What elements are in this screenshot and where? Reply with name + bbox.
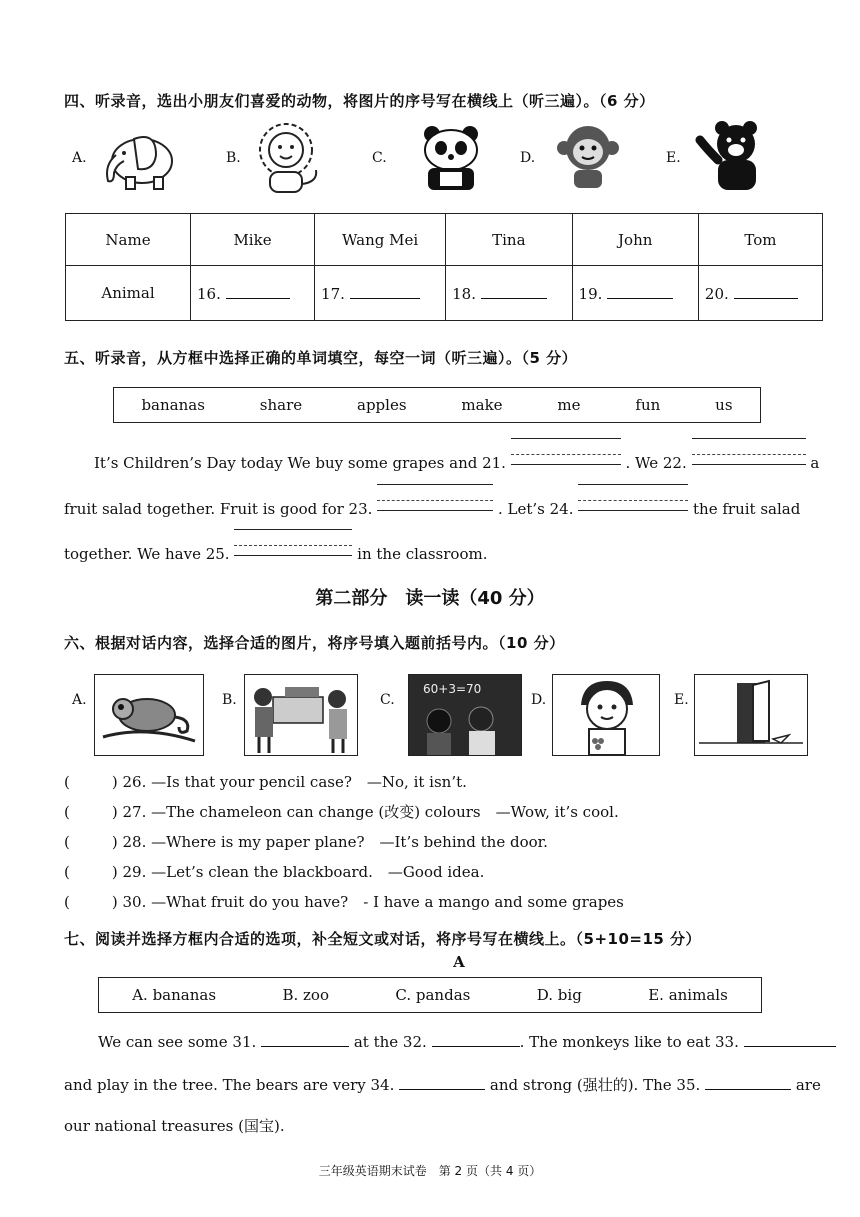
word-us: us bbox=[715, 396, 733, 414]
monkey-icon bbox=[556, 124, 620, 190]
blackboard-picture bbox=[408, 674, 522, 756]
reading-text: at the 32. bbox=[353, 1033, 427, 1051]
passage-line-3 bbox=[64, 541, 487, 563]
question-29 bbox=[64, 861, 484, 882]
answer-blank-34[interactable] bbox=[399, 1075, 485, 1090]
choice-c: C. pandas bbox=[395, 986, 471, 1004]
question-text: ) 27. —The chameleon can change (改变) colours —Wow, it’s cool. bbox=[111, 803, 619, 821]
blackboard-text: 60+3=70 bbox=[423, 682, 482, 696]
girl-picture bbox=[552, 674, 660, 756]
table-cell-mike: Mike bbox=[191, 214, 315, 266]
door-plane-icon bbox=[695, 675, 807, 755]
answer-cell-18 bbox=[446, 266, 572, 321]
lion-icon bbox=[248, 122, 326, 194]
choice-a: A. bananas bbox=[132, 986, 217, 1004]
blackboard-icon bbox=[409, 675, 521, 755]
table-header-name: Name bbox=[66, 214, 191, 266]
answer-blank-24[interactable] bbox=[578, 496, 688, 514]
answer-paren[interactable]: ( bbox=[64, 863, 70, 881]
question-number-17: 17. bbox=[321, 284, 345, 303]
passage-text: . We 22. bbox=[625, 454, 687, 472]
part-2-title: 第二部分 读一读（40 分） bbox=[315, 588, 545, 609]
answer-cell-17 bbox=[315, 266, 446, 321]
answer-paren[interactable]: ( bbox=[64, 803, 70, 821]
question-27 bbox=[64, 801, 619, 822]
word-bananas: bananas bbox=[141, 396, 205, 414]
answer-paren[interactable]: ( bbox=[64, 893, 70, 911]
answer-blank-33[interactable] bbox=[744, 1032, 836, 1047]
question-text: ) 30. —What fruit do you have? - I have a mango and some grapes bbox=[111, 893, 624, 911]
animal-answer-table bbox=[65, 213, 823, 321]
passage-text: fruit salad together. Fruit is good for 23. bbox=[64, 500, 373, 518]
answer-blank-17[interactable] bbox=[350, 284, 420, 299]
reading-line-3: our national treasures (国宝). bbox=[64, 1117, 285, 1135]
girl-grapes-icon bbox=[553, 675, 659, 755]
question-text: ) 26. —Is that your pencil case? —No, it isn’t. bbox=[111, 773, 467, 791]
word-me: me bbox=[557, 396, 581, 414]
page-footer: 三年级英语期末试卷 第 2 页（共 4 页） bbox=[318, 1164, 542, 1178]
option-b-label: B. bbox=[226, 150, 241, 166]
reading-text: and strong (强壮的). The 35. bbox=[489, 1076, 701, 1094]
question-number-20: 20. bbox=[704, 284, 729, 303]
passage-text: It’s Children’s Day today We buy some grapes and 21. bbox=[94, 454, 506, 472]
choice-box bbox=[98, 977, 762, 1013]
passage-line-2 bbox=[64, 496, 800, 518]
kids-picture bbox=[244, 674, 358, 756]
answer-blank-35[interactable] bbox=[705, 1075, 791, 1090]
word-box bbox=[113, 387, 761, 423]
option-a-label: A. bbox=[72, 692, 87, 708]
option-c-label: C. bbox=[380, 692, 395, 708]
door-picture bbox=[694, 674, 808, 756]
answer-cell-19 bbox=[572, 266, 698, 321]
answer-blank-32[interactable] bbox=[432, 1032, 520, 1047]
answer-blank-31[interactable] bbox=[261, 1032, 349, 1047]
classroom-kids-icon bbox=[245, 675, 357, 755]
answer-blank-22[interactable] bbox=[692, 450, 806, 468]
question-26 bbox=[64, 771, 467, 792]
option-d-label: D. bbox=[531, 692, 547, 708]
choice-b: B. zoo bbox=[282, 986, 329, 1004]
section-5-title: 五、听录音，从方框中选择正确的单词填空，每空一词（听三遍）。（5 分） bbox=[64, 349, 578, 367]
answer-cell-20 bbox=[698, 266, 822, 321]
answer-blank-23[interactable] bbox=[377, 496, 493, 514]
answer-blank-19[interactable] bbox=[607, 284, 673, 299]
table-cell-tina: Tina bbox=[446, 214, 572, 266]
option-c-label: C. bbox=[372, 150, 387, 166]
reading-line-2 bbox=[64, 1074, 821, 1095]
word-apples: apples bbox=[357, 396, 407, 414]
choice-d: D. big bbox=[536, 986, 582, 1004]
option-e-label: E. bbox=[674, 692, 689, 708]
question-30 bbox=[64, 891, 624, 912]
passage-text: together. We have 25. bbox=[64, 545, 230, 563]
word-fun: fun bbox=[635, 396, 661, 414]
question-28 bbox=[64, 831, 548, 852]
reading-text: . The monkeys like to eat 33. bbox=[519, 1033, 739, 1051]
table-cell-john: John bbox=[572, 214, 698, 266]
question-text: ) 28. —Where is my paper plane? —It’s behind the door. bbox=[111, 833, 548, 851]
passage-text: a bbox=[810, 454, 820, 472]
answer-paren[interactable]: ( bbox=[64, 773, 70, 791]
chameleon-icon bbox=[95, 675, 203, 755]
choice-e: E. animals bbox=[648, 986, 728, 1004]
answer-blank-16[interactable] bbox=[226, 284, 290, 299]
answer-blank-25[interactable] bbox=[234, 541, 352, 559]
question-number-19: 19. bbox=[578, 284, 603, 303]
answer-cell-16 bbox=[191, 266, 315, 321]
section-6-title: 六、根据对话内容，选择合适的图片，将序号填入题前括号内。（10 分） bbox=[64, 634, 565, 652]
word-share: share bbox=[259, 396, 303, 414]
option-d-label: D. bbox=[520, 150, 536, 166]
answer-blank-20[interactable] bbox=[734, 284, 798, 299]
section-7-title: 七、阅读并选择方框内合适的选项，补全短文或对话，将序号写在横线上。（5+10=15 分） bbox=[64, 930, 702, 948]
question-number-18: 18. bbox=[452, 284, 476, 303]
question-text: ) 29. —Let’s clean the blackboard. —Good idea. bbox=[111, 863, 485, 881]
passage-line-1 bbox=[94, 450, 819, 472]
table-cell-wang-mei: Wang Mei bbox=[315, 214, 446, 266]
elephant-icon bbox=[94, 125, 184, 191]
section-4-title: 四、听录音，选出小朋友们喜爱的动物，将图片的序号写在横线上（听三遍）。（6 分） bbox=[64, 92, 655, 110]
answer-blank-18[interactable] bbox=[481, 284, 547, 299]
reading-text: We can see some 31. bbox=[98, 1033, 257, 1051]
reading-text: are bbox=[795, 1076, 821, 1094]
answer-paren[interactable]: ( bbox=[64, 833, 70, 851]
table-cell-tom: Tom bbox=[698, 214, 822, 266]
panda-icon bbox=[418, 124, 484, 192]
passage-text: . Let’s 24. bbox=[497, 500, 574, 518]
option-e-label: E. bbox=[666, 150, 681, 166]
option-a-label: A. bbox=[72, 150, 87, 166]
reading-line-1 bbox=[98, 1032, 836, 1051]
bear-icon bbox=[694, 120, 774, 192]
passage-text: the fruit salad bbox=[693, 500, 801, 518]
question-number-16: 16. bbox=[197, 284, 221, 303]
reading-text: and play in the tree. The bears are very 34. bbox=[64, 1076, 395, 1094]
word-make: make bbox=[461, 396, 503, 414]
table-header-animal: Animal bbox=[66, 266, 191, 321]
section-7-sub-a: A bbox=[453, 953, 465, 971]
chameleon-picture bbox=[94, 674, 204, 756]
passage-text: in the classroom. bbox=[357, 545, 488, 563]
answer-blank-21[interactable] bbox=[511, 450, 621, 468]
option-b-label: B. bbox=[222, 692, 237, 708]
